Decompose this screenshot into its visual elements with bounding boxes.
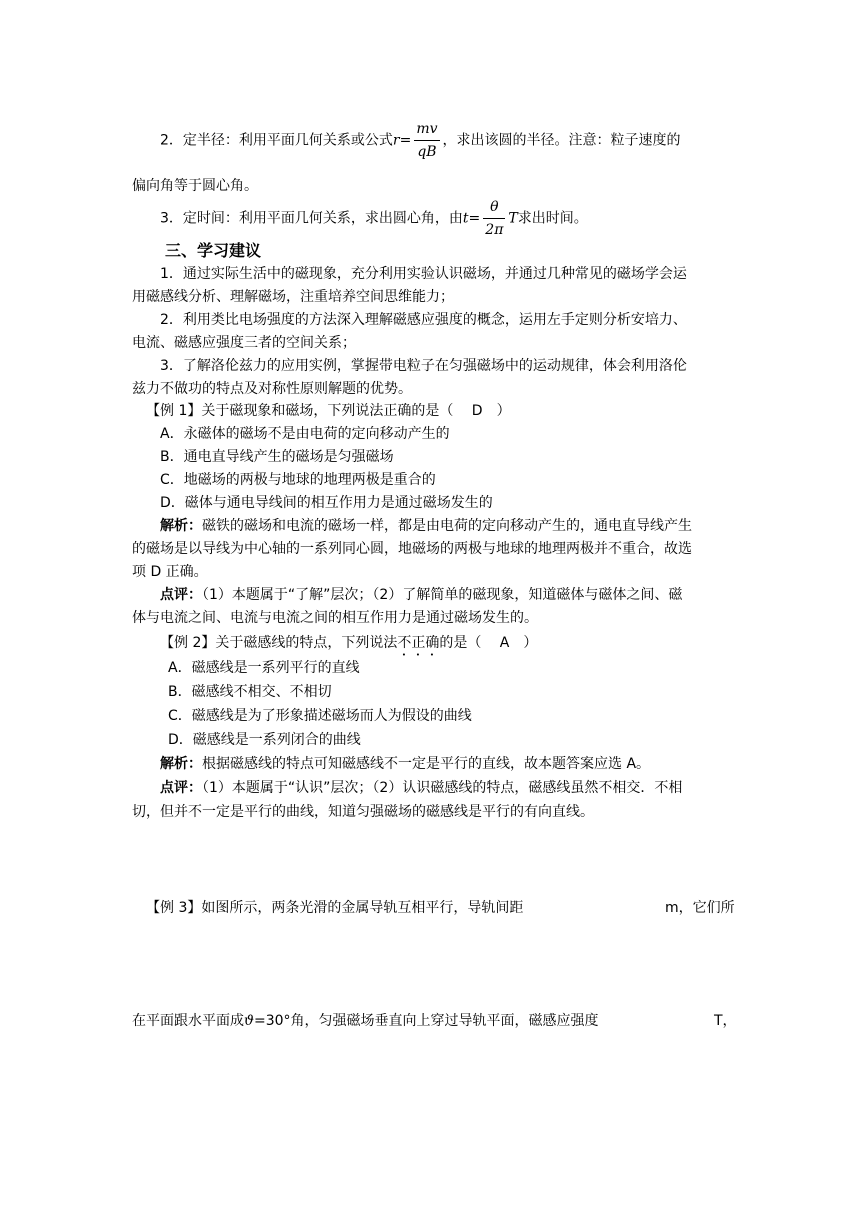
example-1-comment-line: 体与电流之间、电流与电流之间的相互作用力是通过磁场发生的。 [132,610,538,626]
example-1-analysis-line: 项 D 正确。 [132,564,208,580]
example-2-option-c: C．磁感线是为了形象描述磁场而人为假设的曲线 [168,708,472,724]
example-3-line-1-end: m，它们所 [665,900,735,916]
time-formula: $\frac{\theta}{2\pi}$ [483,196,505,241]
example-2-analysis: 解析：根据磁感线的特点可知磁感线不一定是平行的直线，故本题答案应选 A。 [160,756,651,772]
step-2-radius: 2．定半径：利用平面几何关系或公式r= $\frac{mv}{qB}$ ，求出该圆的半径。注意：粒子速度的 [160,118,681,163]
example-1-option-b: B．通电直导线产生的磁场是匀强磁场 [160,449,394,465]
example-1-comment: 点评：（1）本题属于“了解”层次；（2）了解简单的磁现象，知道磁体与磁体之间、磁 [160,587,683,603]
example-3-line-1: 【例 3】如图所示，两条光滑的金属导轨互相平行，导轨间距 [146,900,524,916]
example-2-title: 【例 2】关于磁感线的特点，下列说法不正确的是（ A ） [160,635,538,651]
example-3-line-2: 在平面跟水平面成ϑ=30°角，匀强磁场垂直向上穿过导轨平面，磁感应强度 [132,1013,599,1029]
comment-label: 点评： [160,780,202,796]
analysis-label: 解析： [160,756,202,772]
section-heading-study-advice: 三、学习建议 [165,241,262,260]
radius-variable: r [392,132,400,149]
step-2-continuation: 偏向角等于圆心角。 [132,178,258,194]
example-1-option-a: A．永磁体的磁场不是由电荷的定向移动产生的 [160,426,450,442]
example-2-comment-line: 切，但并不一定是平行的曲线，知道匀强磁场的磁感线是平行的有向直线。 [132,804,594,820]
comment-label: 点评： [160,587,202,603]
example-3-line-2-end: T， [714,1013,737,1029]
advice-line: 1．通过实际生活中的磁现象，充分利用实验认识磁场，并通过几种常见的磁场学会运 [160,266,687,282]
emphasized-negation: 不正确 [397,635,440,651]
time-variable: t [462,210,469,227]
example-1-option-d: D．磁体与通电导线间的相互作用力是通过磁场发生的 [160,495,493,511]
angle-symbol: ϑ [244,1013,255,1029]
radius-formula: $\frac{mv}{qB}$ [414,118,439,163]
example-1-analysis: 解析：磁铁的磁场和电流的磁场一样，都是由电荷的定向移动产生的，通电直导线产生 [160,518,692,534]
example-2-option-b: B．磁感线不相交、不相切 [168,684,332,700]
step-3-time: 3．定时间：利用平面几何关系，求出圆心角，由t= $\frac{\theta}{2\pi}$ T求出时间。 [160,196,588,241]
example-2-option-d: D．磁感线是一系列闭合的曲线 [168,732,361,748]
analysis-label: 解析： [160,518,202,534]
advice-line: 3．了解洛伦兹力的应用实例，掌握带电粒子在匀强磁场中的运动规律，体会利用洛伦 [160,358,687,374]
example-1-option-c: C．地磁场的两极与地球的地理两极是重合的 [160,472,436,488]
example-2-option-a: A．磁感线是一系列平行的直线 [168,660,360,676]
advice-line: 电流、磁感应强度三者的空间关系； [132,335,356,351]
example-1-title: 【例 1】关于磁现象和磁场，下列说法正确的是（ D ） [146,403,511,419]
advice-line: 2．利用类比电场强度的方法深入理解磁感应强度的概念，运用左手定则分析安培力、 [160,312,687,328]
advice-line: 兹力不做功的特点及对称性原则解题的优势。 [132,381,412,397]
advice-line: 用磁感线分析、理解磁场，注重培养空间思维能力； [132,289,454,305]
example-2-comment: 点评：（1）本题属于“认识”层次；（2）认识磁感线的特点，磁感线虽然不相交．不相 [160,780,683,796]
example-1-analysis-line: 的磁场是以导线为中心轴的一系列同心圆，地磁场的两极与地球的地理两极并不重合，故选 [132,541,692,557]
